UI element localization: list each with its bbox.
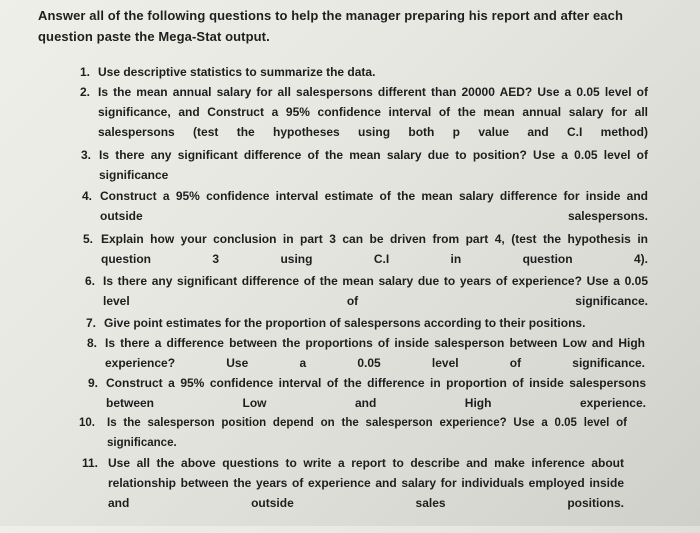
question-text: Is there any significant difference of the mean salary due to years of experience? Use a 0.05 level of significance.: [103, 274, 648, 308]
question-text: Construct a 95% confidence interval estimate of the mean salary difference for inside and outside salespersons.: [100, 189, 648, 223]
question-number: 9.: [87, 376, 98, 390]
question-item-6: [0, 271, 648, 313]
question-item-3: [0, 145, 648, 186]
question-item-10: [0, 413, 627, 453]
question-text: Is there any significant difference of the mean salary due to position? Use a 0.05 level of significance: [99, 148, 648, 182]
question-text: Construct a 95% confidence interval of the difference in proportion of inside salespersons between Low and High experience.: [106, 376, 646, 410]
question-number: 11.: [82, 456, 99, 470]
question-text: Use all the above questions to write a report to describe and make inference about relationship between the years of experience and salary for individuals employed inside and outside sales positions.: [108, 456, 624, 510]
question-number: 2.: [79, 85, 90, 99]
question-number: 1.: [79, 65, 90, 79]
question-item-4: [0, 186, 648, 229]
question-text: Give point estimates for the proportion of salespersons according to their positions.: [104, 316, 586, 330]
question-number: 7.: [85, 316, 96, 330]
question-item-9: [0, 373, 646, 413]
question-list: [0, 62, 700, 513]
question-number: 3.: [80, 148, 91, 162]
question-text: Is the salesperson position depend on the salesperson experience? Use a 0.05 level of significance.: [107, 417, 627, 449]
intro-paragraph: Answer all of the following questions to help the manager preparing his report and after each question paste the Mega-Stat output.: [38, 8, 623, 44]
question-number: 8.: [86, 336, 97, 350]
question-number: 4.: [81, 189, 92, 203]
question-number: 6.: [84, 274, 95, 288]
question-text: Is the mean annual salary for all salespersons different than 20000 AED? Use a 0.05 level of significance, and Construct a 95% confidence interval of the mean annual salary for all salespersons (test the hypotheses using both p value and C.I method): [98, 85, 648, 139]
question-item-5: [0, 229, 648, 271]
question-item-2: [0, 82, 648, 145]
question-item-8: [0, 333, 645, 373]
question-item-7: [0, 313, 644, 333]
question-text: Explain how your conclusion in part 3 can be driven from part 4, (test the hypothesis in question 3 using C.I in question 4).: [101, 232, 648, 266]
question-item-1: [0, 62, 645, 82]
question-number: 10.: [79, 417, 95, 429]
question-text: Is there a difference between the proportions of inside salesperson between Low and High experience? Use a 0.05 level of significance.: [105, 336, 645, 370]
question-text: Use descriptive statistics to summarize the data.: [98, 65, 376, 79]
question-number: 5.: [82, 232, 93, 246]
question-item-11: [0, 453, 624, 513]
